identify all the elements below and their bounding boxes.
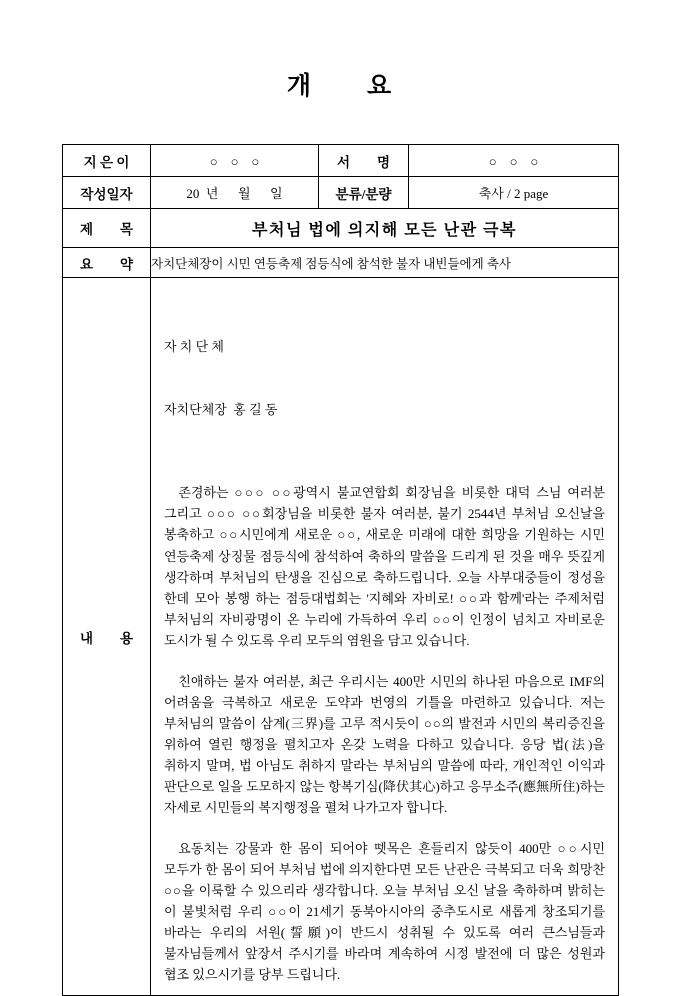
signature-value: ○ ○ ○ (409, 145, 619, 177)
document-title: 개 요 (286, 73, 394, 100)
summary-value: 자치단체장이 시민 연등축제 점등식에 참석한 불자 내빈들에게 축사 (151, 248, 619, 278)
subject-row (63, 209, 619, 248)
date-label: 작성일자 (63, 177, 151, 209)
content-row (63, 278, 619, 996)
author-label: 지 은 이 (63, 145, 151, 177)
summary-label: 요 약 (63, 248, 151, 278)
author-value: ○ ○ ○ (151, 145, 319, 177)
category-value: 축사 / 2 page (409, 177, 619, 209)
author-row (63, 145, 619, 177)
date-row (63, 177, 619, 209)
organization-block (164, 294, 605, 462)
summary-row (63, 248, 619, 278)
content-paragraph-2: 친애하는 불자 여러분, 최근 우리시는 400만 시민의 하나된 마음으로 IMF의 어려움을 극복하고 새로운 도약과 번영의 기틀을 마련하고 있습니다. 저는 부처님의 말씀이 삼계(三界)를 고루 적시듯이 ○○의 발전과 시민의 복리증진을 위하여 열린 행정을 펼치고자 온갖 노력을 다하고 있습니다. 응당 법(法)을 취하지 말며, 법 아님도 취하지 말라는 부처님의 말씀에 따라, 개인적인 이익과 판단으로 일을 도모하지 않는 항복기심(降伏其心)하고 응무소주(應無所住)하는 자세로 시민들의 복지행정을 펼쳐 나가고자 합니다. (164, 673, 605, 816)
subject-value: 부처님 법에 의지해 모든 난관 극복 (151, 209, 619, 248)
subject-label: 제 목 (63, 209, 151, 248)
organization-head: 자치단체장 홍 길 동 (164, 402, 278, 418)
date-value: 20 년 월 일 (151, 177, 319, 209)
content-body (151, 278, 619, 996)
signature-label: 서 명 (319, 145, 409, 177)
organization-name: 자 치 단 체 (164, 339, 224, 355)
category-label: 분류/분량 (319, 177, 409, 209)
content-paragraph-3: 요동치는 강물과 한 몸이 되어야 뗏목은 흔들리지 않듯이 400만 ○○시민 모두가 한 몸이 되어 부처님 법에 의지한다면 모든 난관은 극복되고 더욱 희망찬 ○○을 이룩할 수 있으리라 생각합니다. 오늘 부처님 오신 날을 축하하며 밝히는 이 불빛처럼 우리 ○○이 21세기 동북아시아의 중추도시로 새롭게 창조되기를 바라는 우리의 서원(誓願)이 반드시 성취될 수 있도록 여러 큰스님들과 불자님들께서 앞장서 주시기를 바라며 계속하여 시정 발전에 더 많은 성원과 협조 있으시기를 당부 드립니다. (164, 841, 605, 983)
content-paragraph-1: 존경하는 ○○○ ○○광역시 불교연합회 회장님을 비롯한 대덕 스님 여러분 그리고 ○○○ ○○회장님을 비롯한 불자 여러분, 불기 2544년 부처님 오신날을 봉축하고 ○○시민에게 새로운 ○○, 새로운 미래에 대한 희망을 기원하는 시민 연등축제 상징물 점등식에 참석하여 축하의 말씀을 드리게 된 것을 매우 뜻깊게 생각하며 부처님의 탄생을 진심으로 축하드립니다. 오늘 사부대중들이 정성을 한데 모아 봉행 하는 점등대법회는 '지혜와 자비로! ○○과 함께'라는 주제처럼 부처님의 자비광명이 온 누리에 가득하여 우리 ○○이 인정이 넘치고 자비로운 도시가 될 수 있도록 우리 모두의 염원을 담고 있습니다. (164, 485, 605, 648)
overview-table (62, 144, 619, 996)
content-label: 내 용 (63, 278, 151, 996)
